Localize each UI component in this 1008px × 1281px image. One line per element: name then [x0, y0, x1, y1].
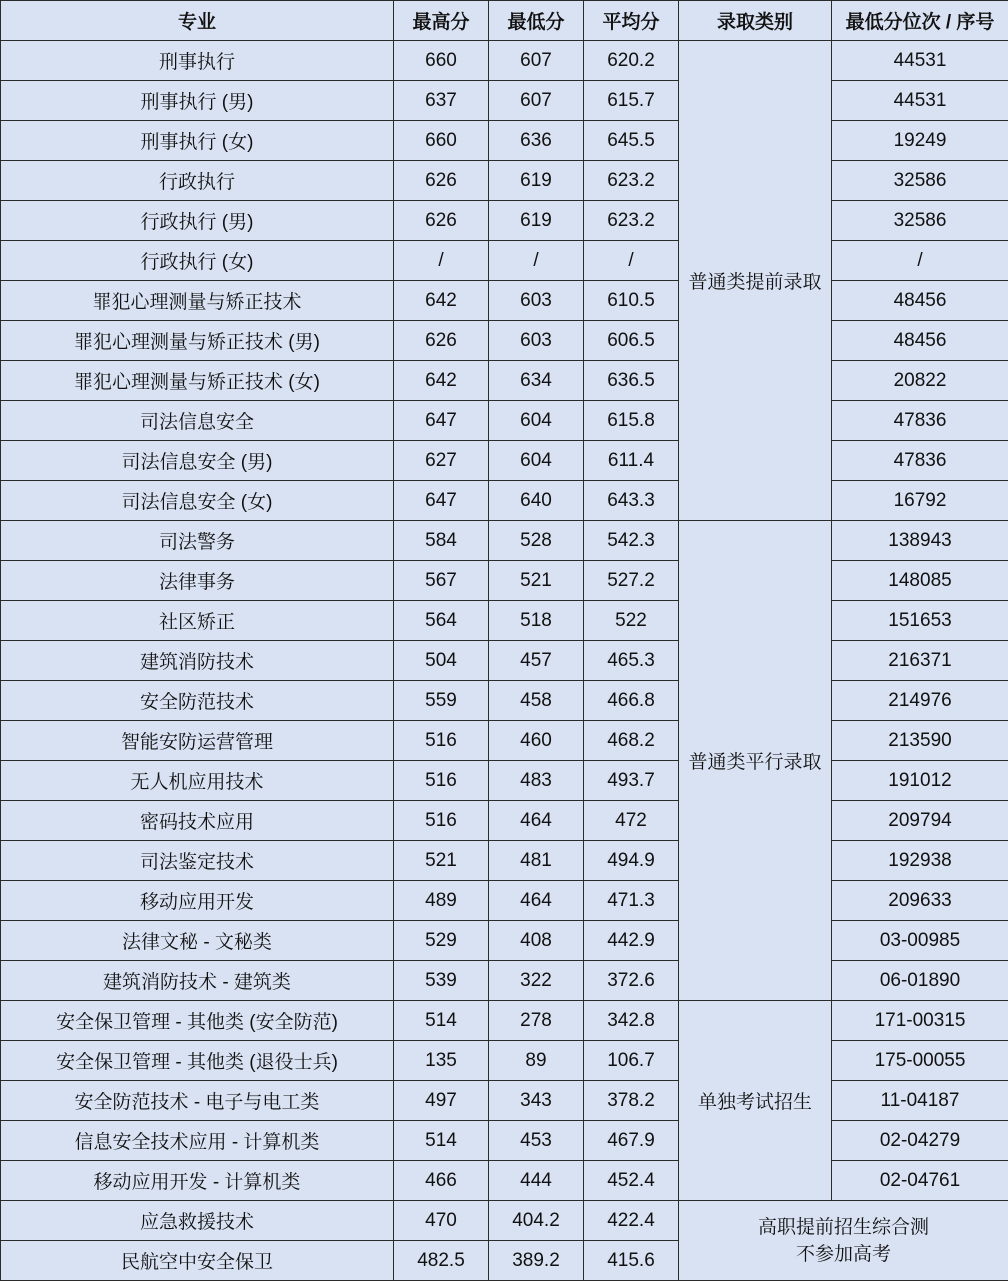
- min-score-cell: 518: [489, 601, 584, 641]
- header-max-score: 最高分: [394, 1, 489, 41]
- major-cell: 民航空中安全保卫: [1, 1241, 394, 1281]
- table-row: [1, 481, 1008, 521]
- max-score-cell: 564: [394, 601, 489, 641]
- avg-score-cell: 372.6: [584, 961, 679, 1001]
- table-row: [1, 401, 1008, 441]
- table-row: [1, 1041, 1008, 1081]
- major-cell: 罪犯心理测量与矫正技术 (女): [1, 361, 394, 401]
- major-cell: 司法鉴定技术: [1, 841, 394, 881]
- max-score-cell: 516: [394, 761, 489, 801]
- avg-score-cell: 442.9: [584, 921, 679, 961]
- table-row: [1, 641, 1008, 681]
- max-score-cell: 642: [394, 281, 489, 321]
- avg-score-cell: 465.3: [584, 641, 679, 681]
- min-score-cell: 521: [489, 561, 584, 601]
- min-score-cell: 481: [489, 841, 584, 881]
- major-cell: 安全防范技术 - 电子与电工类: [1, 1081, 394, 1121]
- avg-score-cell: 610.5: [584, 281, 679, 321]
- rank-cell: 191012: [832, 761, 1008, 801]
- table-row: [1, 1161, 1008, 1201]
- min-score-cell: 483: [489, 761, 584, 801]
- rank-cell: 148085: [832, 561, 1008, 601]
- rank-cell: /: [832, 241, 1008, 281]
- max-score-cell: 642: [394, 361, 489, 401]
- avg-score-cell: 106.7: [584, 1041, 679, 1081]
- table-row: [1, 41, 1008, 81]
- major-cell: 密码技术应用: [1, 801, 394, 841]
- rank-cell: 47836: [832, 401, 1008, 441]
- avg-score-cell: 527.2: [584, 561, 679, 601]
- category-cell-parallel: 普通类平行录取: [679, 521, 832, 1001]
- note-line-1: 高职提前招生综合测: [757, 1216, 929, 1238]
- table-row: [1, 441, 1008, 481]
- avg-score-cell: 468.2: [584, 721, 679, 761]
- category-cell-separate: 单独考试招生: [679, 1001, 832, 1201]
- avg-score-cell: 623.2: [584, 161, 679, 201]
- max-score-cell: 567: [394, 561, 489, 601]
- major-cell: 智能安防运营管理: [1, 721, 394, 761]
- rank-cell: 151653: [832, 601, 1008, 641]
- major-cell: 无人机应用技术: [1, 761, 394, 801]
- major-cell: 刑事执行: [1, 41, 394, 81]
- min-score-cell: 458: [489, 681, 584, 721]
- table-row: [1, 1081, 1008, 1121]
- min-score-cell: 607: [489, 41, 584, 81]
- rank-cell: 47836: [832, 441, 1008, 481]
- max-score-cell: 504: [394, 641, 489, 681]
- max-score-cell: /: [394, 241, 489, 281]
- max-score-cell: 637: [394, 81, 489, 121]
- min-score-cell: /: [489, 241, 584, 281]
- major-cell: 行政执行: [1, 161, 394, 201]
- min-score-cell: 607: [489, 81, 584, 121]
- min-score-cell: 404.2: [489, 1201, 584, 1241]
- min-score-cell: 444: [489, 1161, 584, 1201]
- min-score-cell: 464: [489, 801, 584, 841]
- avg-score-cell: 522: [584, 601, 679, 641]
- major-cell: 行政执行 (女): [1, 241, 394, 281]
- major-cell: 法律文秘 - 文秘类: [1, 921, 394, 961]
- max-score-cell: 660: [394, 121, 489, 161]
- major-cell: 刑事执行 (男): [1, 81, 394, 121]
- rank-cell: 48456: [832, 281, 1008, 321]
- avg-score-cell: 467.9: [584, 1121, 679, 1161]
- table-row: [1, 801, 1008, 841]
- rank-cell: 32586: [832, 201, 1008, 241]
- rank-cell: 44531: [832, 81, 1008, 121]
- avg-score-cell: 415.6: [584, 1241, 679, 1281]
- max-score-cell: 559: [394, 681, 489, 721]
- max-score-cell: 647: [394, 401, 489, 441]
- table-row: [1, 201, 1008, 241]
- max-score-cell: 521: [394, 841, 489, 881]
- major-cell: 移动应用开发: [1, 881, 394, 921]
- header-category: 录取类别: [679, 1, 832, 41]
- major-cell: 建筑消防技术 - 建筑类: [1, 961, 394, 1001]
- rank-cell: 02-04761: [832, 1161, 1008, 1201]
- table-row: [1, 281, 1008, 321]
- min-score-cell: 604: [489, 441, 584, 481]
- max-score-cell: 584: [394, 521, 489, 561]
- avg-score-cell: 342.8: [584, 1001, 679, 1041]
- min-score-cell: 322: [489, 961, 584, 1001]
- max-score-cell: 626: [394, 161, 489, 201]
- table-row: [1, 241, 1008, 281]
- avg-score-cell: 636.5: [584, 361, 679, 401]
- rank-cell: 32586: [832, 161, 1008, 201]
- max-score-cell: 529: [394, 921, 489, 961]
- major-cell: 司法信息安全 (男): [1, 441, 394, 481]
- rank-cell: 175-00055: [832, 1041, 1008, 1081]
- table-row: [1, 1121, 1008, 1161]
- table-row: [1, 361, 1008, 401]
- max-score-cell: 482.5: [394, 1241, 489, 1281]
- min-score-cell: 453: [489, 1121, 584, 1161]
- avg-score-cell: /: [584, 241, 679, 281]
- major-cell: 司法信息安全: [1, 401, 394, 441]
- rank-cell: 171-00315: [832, 1001, 1008, 1041]
- table-row: [1, 321, 1008, 361]
- rank-cell: 20822: [832, 361, 1008, 401]
- major-cell: 行政执行 (男): [1, 201, 394, 241]
- min-score-cell: 460: [489, 721, 584, 761]
- major-cell: 安全保卫管理 - 其他类 (安全防范): [1, 1001, 394, 1041]
- major-cell: 罪犯心理测量与矫正技术 (男): [1, 321, 394, 361]
- table-row: [1, 761, 1008, 801]
- min-score-cell: 464: [489, 881, 584, 921]
- avg-score-cell: 623.2: [584, 201, 679, 241]
- major-cell: 安全防范技术: [1, 681, 394, 721]
- min-score-cell: 603: [489, 281, 584, 321]
- max-score-cell: 497: [394, 1081, 489, 1121]
- rank-cell: 209794: [832, 801, 1008, 841]
- header-major: 专业: [1, 1, 394, 41]
- rank-cell: 216371: [832, 641, 1008, 681]
- avg-score-cell: 615.8: [584, 401, 679, 441]
- major-cell: 司法信息安全 (女): [1, 481, 394, 521]
- table-row: [1, 601, 1008, 641]
- max-score-cell: 514: [394, 1121, 489, 1161]
- note-line-2: 不参加高考: [795, 1243, 891, 1265]
- max-score-cell: 626: [394, 321, 489, 361]
- major-cell: 罪犯心理测量与矫正技术: [1, 281, 394, 321]
- table-row: [1, 961, 1008, 1001]
- major-cell: 应急救援技术: [1, 1201, 394, 1241]
- major-cell: 建筑消防技术: [1, 641, 394, 681]
- avg-score-cell: 645.5: [584, 121, 679, 161]
- rank-cell: 192938: [832, 841, 1008, 881]
- rank-cell: 19249: [832, 121, 1008, 161]
- max-score-cell: 647: [394, 481, 489, 521]
- min-score-cell: 619: [489, 201, 584, 241]
- avg-score-cell: 615.7: [584, 81, 679, 121]
- avg-score-cell: 542.3: [584, 521, 679, 561]
- max-score-cell: 516: [394, 721, 489, 761]
- rank-cell: 16792: [832, 481, 1008, 521]
- min-score-cell: 343: [489, 1081, 584, 1121]
- header-avg-score: 平均分: [584, 1, 679, 41]
- table-row: [1, 121, 1008, 161]
- major-cell: 法律事务: [1, 561, 394, 601]
- min-score-cell: 619: [489, 161, 584, 201]
- table-row: [1, 881, 1008, 921]
- min-score-cell: 604: [489, 401, 584, 441]
- min-score-cell: 636: [489, 121, 584, 161]
- table-row: [1, 1001, 1008, 1041]
- avg-score-cell: 494.9: [584, 841, 679, 881]
- max-score-cell: 514: [394, 1001, 489, 1041]
- avg-score-cell: 611.4: [584, 441, 679, 481]
- early-admission-note: [679, 1201, 1008, 1281]
- max-score-cell: 466: [394, 1161, 489, 1201]
- avg-score-cell: 620.2: [584, 41, 679, 81]
- min-score-cell: 634: [489, 361, 584, 401]
- min-score-cell: 278: [489, 1001, 584, 1041]
- min-score-cell: 603: [489, 321, 584, 361]
- table-row: [1, 1201, 1008, 1241]
- max-score-cell: 627: [394, 441, 489, 481]
- max-score-cell: 516: [394, 801, 489, 841]
- header-row: [1, 1, 1008, 41]
- table-row: [1, 161, 1008, 201]
- avg-score-cell: 606.5: [584, 321, 679, 361]
- max-score-cell: 626: [394, 201, 489, 241]
- rank-cell: 209633: [832, 881, 1008, 921]
- avg-score-cell: 493.7: [584, 761, 679, 801]
- table-row: [1, 841, 1008, 881]
- max-score-cell: 470: [394, 1201, 489, 1241]
- rank-cell: 03-00985: [832, 921, 1008, 961]
- max-score-cell: 539: [394, 961, 489, 1001]
- avg-score-cell: 643.3: [584, 481, 679, 521]
- max-score-cell: 135: [394, 1041, 489, 1081]
- min-score-cell: 640: [489, 481, 584, 521]
- table-row: [1, 521, 1008, 561]
- avg-score-cell: 422.4: [584, 1201, 679, 1241]
- max-score-cell: 489: [394, 881, 489, 921]
- major-cell: 刑事执行 (女): [1, 121, 394, 161]
- category-cell-early: 普通类提前录取: [679, 41, 832, 521]
- rank-cell: 214976: [832, 681, 1008, 721]
- rank-cell: 138943: [832, 521, 1008, 561]
- rank-cell: 213590: [832, 721, 1008, 761]
- header-rank: 最低分位次 / 序号: [832, 1, 1008, 41]
- header-min-score: 最低分: [489, 1, 584, 41]
- min-score-cell: 457: [489, 641, 584, 681]
- min-score-cell: 89: [489, 1041, 584, 1081]
- min-score-cell: 528: [489, 521, 584, 561]
- min-score-cell: 389.2: [489, 1241, 584, 1281]
- rank-cell: 02-04279: [832, 1121, 1008, 1161]
- avg-score-cell: 471.3: [584, 881, 679, 921]
- table-row: [1, 921, 1008, 961]
- rank-cell: 06-01890: [832, 961, 1008, 1001]
- max-score-cell: 660: [394, 41, 489, 81]
- avg-score-cell: 472: [584, 801, 679, 841]
- table-row: [1, 721, 1008, 761]
- major-cell: 信息安全技术应用 - 计算机类: [1, 1121, 394, 1161]
- rank-cell: 44531: [832, 41, 1008, 81]
- major-cell: 移动应用开发 - 计算机类: [1, 1161, 394, 1201]
- avg-score-cell: 466.8: [584, 681, 679, 721]
- avg-score-cell: 452.4: [584, 1161, 679, 1201]
- major-cell: 安全保卫管理 - 其他类 (退役士兵): [1, 1041, 394, 1081]
- rank-cell: 48456: [832, 321, 1008, 361]
- table-row: [1, 81, 1008, 121]
- table-row: [1, 561, 1008, 601]
- rank-cell: 11-04187: [832, 1081, 1008, 1121]
- min-score-cell: 408: [489, 921, 584, 961]
- major-cell: 社区矫正: [1, 601, 394, 641]
- avg-score-cell: 378.2: [584, 1081, 679, 1121]
- table-row: [1, 681, 1008, 721]
- major-cell: 司法警务: [1, 521, 394, 561]
